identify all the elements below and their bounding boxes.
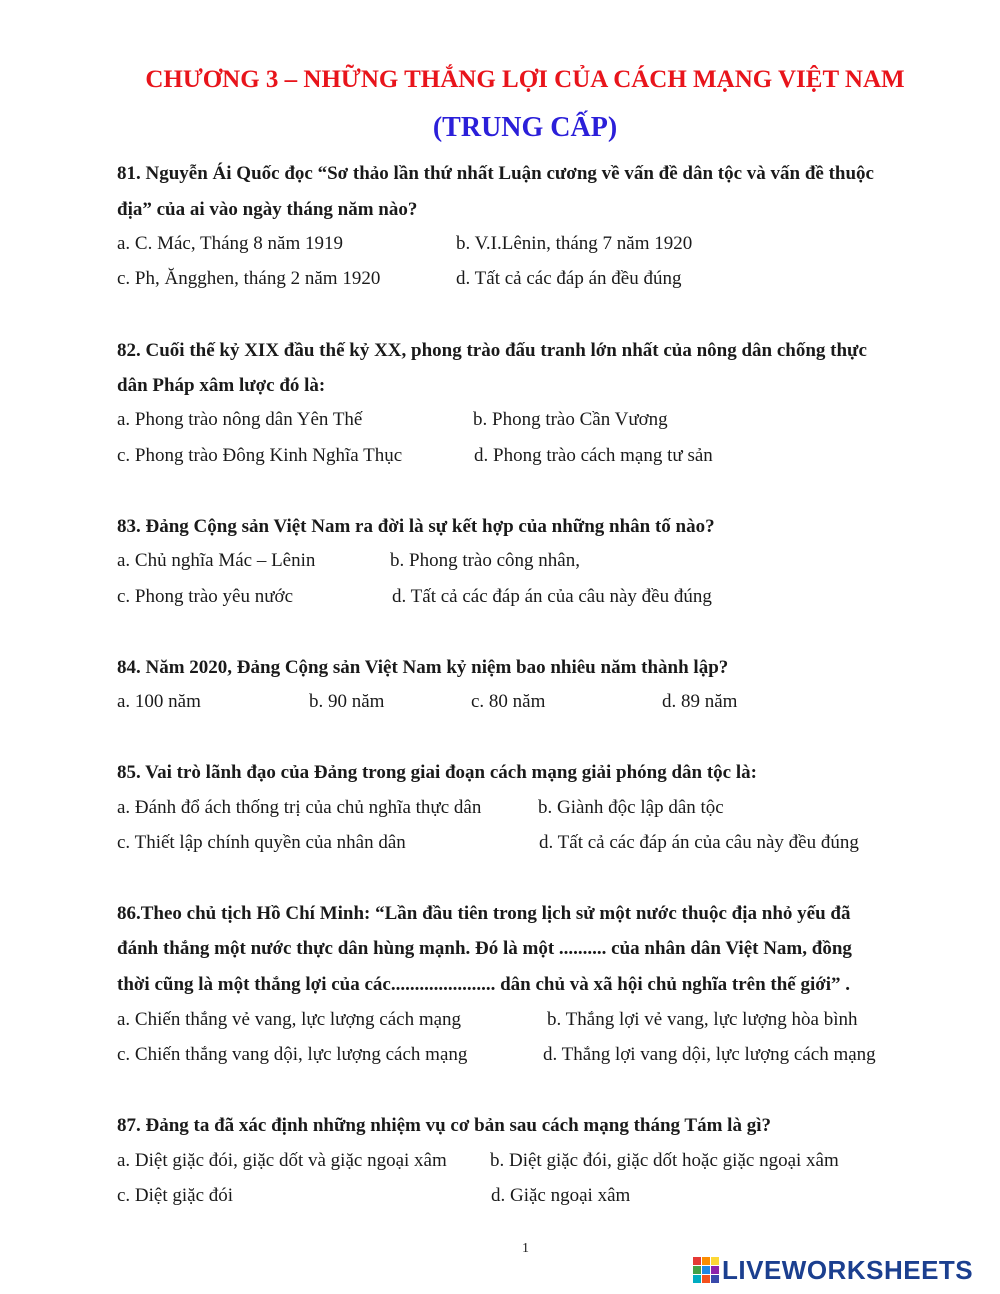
- option-84-b: b. 90 năm: [309, 691, 385, 712]
- option-81-b: b. V.I.Lênin, tháng 7 năm 1920: [456, 233, 693, 254]
- option-81-c: c. Ph, Ăngghen, tháng 2 năm 1920: [117, 268, 381, 289]
- question-86-line-2: đánh thắng một nước thực dân hùng mạnh. Đó là một .......... của nhân dân Việt Nam, đồng: [117, 938, 852, 959]
- option-85-b: b. Giành độc lập dân tộc: [538, 797, 724, 818]
- option-85-a: a. Đánh đổ ách thống trị của chủ nghĩa thực dân: [117, 797, 482, 818]
- question-81-line-1: 81. Nguyễn Ái Quốc đọc “Sơ thảo lần thứ nhất Luận cương về vấn đề dân tộc và vấn đề thuộc: [117, 163, 874, 184]
- brand-name: LIVEWORKSHEETS: [722, 1254, 974, 1285]
- option-82-a: a. Phong trào nông dân Yên Thế: [117, 409, 363, 430]
- page-number: 1: [522, 1241, 529, 1256]
- question-85-line-1: 85. Vai trò lãnh đạo của Đảng trong giai đoạn cách mạng giải phóng dân tộc là:: [117, 762, 757, 783]
- liveworksheets-logo[interactable]: [693, 1255, 973, 1285]
- logo-cell: [693, 1275, 701, 1283]
- option-85-c: c. Thiết lập chính quyền của nhân dân: [117, 832, 406, 853]
- page-subtitle: (TRUNG CẤP): [432, 112, 618, 143]
- logo-cell: [711, 1275, 719, 1283]
- option-84-a: a. 100 năm: [117, 691, 201, 712]
- option-83-a: a. Chủ nghĩa Mác – Lênin: [117, 550, 316, 571]
- logo-cell: [711, 1257, 719, 1265]
- option-81-a: a. C. Mác, Tháng 8 năm 1919: [117, 233, 344, 254]
- option-82-b: b. Phong trào Cần Vương: [473, 409, 668, 430]
- question-83-line-1: 83. Đảng Cộng sản Việt Nam ra đời là sự kết hợp của những nhân tố nào?: [117, 516, 715, 537]
- page-title: CHƯƠNG 3 – NHỮNG THẮNG LỢI CỦA CÁCH MẠNG VIỆT NAM: [145, 66, 905, 93]
- option-86-d: d. Thắng lợi vang dội, lực lượng cách mạng: [543, 1044, 876, 1065]
- option-86-b: b. Thắng lợi vẻ vang, lực lượng hòa bình: [547, 1009, 858, 1030]
- question-81-line-2: địa” của ai vào ngày tháng năm nào?: [117, 199, 418, 220]
- option-82-c: c. Phong trào Đông Kinh Nghĩa Thục: [117, 445, 403, 466]
- option-83-d: d. Tất cả các đáp án của câu này đều đúng: [392, 586, 712, 607]
- logo-cell: [693, 1257, 701, 1265]
- question-82-line-1: 82. Cuối thế kỷ XIX đầu thế kỷ XX, phong trào đấu tranh lớn nhất của nông dân chống thực: [117, 340, 867, 361]
- option-83-b: b. Phong trào công nhân,: [390, 550, 580, 571]
- liveworksheets-grid-icon: [693, 1257, 719, 1283]
- question-84-line-1: 84. Năm 2020, Đảng Cộng sản Việt Nam kỷ niệm bao nhiêu năm thành lập?: [117, 657, 729, 678]
- option-86-c: c. Chiến thắng vang dội, lực lượng cách mạng: [117, 1044, 468, 1065]
- logo-cell: [693, 1266, 701, 1274]
- option-87-d: d. Giặc ngoại xâm: [491, 1185, 631, 1206]
- question-86-line-1: 86.Theo chủ tịch Hồ Chí Minh: “Lần đầu tiên trong lịch sử một nước thuộc địa nhỏ yếu đã: [117, 903, 851, 924]
- logo-cell: [702, 1266, 710, 1274]
- logo-cell: [702, 1257, 710, 1265]
- logo-cell: [711, 1266, 719, 1274]
- option-87-b: b. Diệt giặc đói, giặc dốt hoặc giặc ngoại xâm: [490, 1150, 839, 1171]
- option-81-d: d. Tất cả các đáp án đều đúng: [456, 268, 682, 289]
- logo-cell: [702, 1275, 710, 1283]
- option-87-c: c. Diệt giặc đói: [117, 1185, 234, 1206]
- question-86-line-3: thời cũng là một thắng lợi của các...................... dân chủ và xã hội chủ nghĩa trên thế giới” .: [117, 974, 851, 995]
- option-87-a: a. Diệt giặc đói, giặc dốt và giặc ngoại xâm: [117, 1150, 447, 1171]
- option-84-d: d. 89 năm: [662, 691, 738, 712]
- option-82-d: d. Phong trào cách mạng tư sản: [474, 445, 713, 466]
- question-82-line-2: dân Pháp xâm lược đó là:: [117, 375, 326, 396]
- question-87-line-1: 87. Đảng ta đã xác định những nhiệm vụ cơ bản sau cách mạng tháng Tám là gì?: [117, 1115, 771, 1136]
- option-84-c: c. 80 năm: [471, 691, 546, 712]
- option-86-a: a. Chiến thắng vẻ vang, lực lượng cách mạng: [117, 1009, 462, 1030]
- option-83-c: c. Phong trào yêu nước: [117, 586, 294, 607]
- option-85-d: d. Tất cả các đáp án của câu này đều đúng: [539, 832, 859, 853]
